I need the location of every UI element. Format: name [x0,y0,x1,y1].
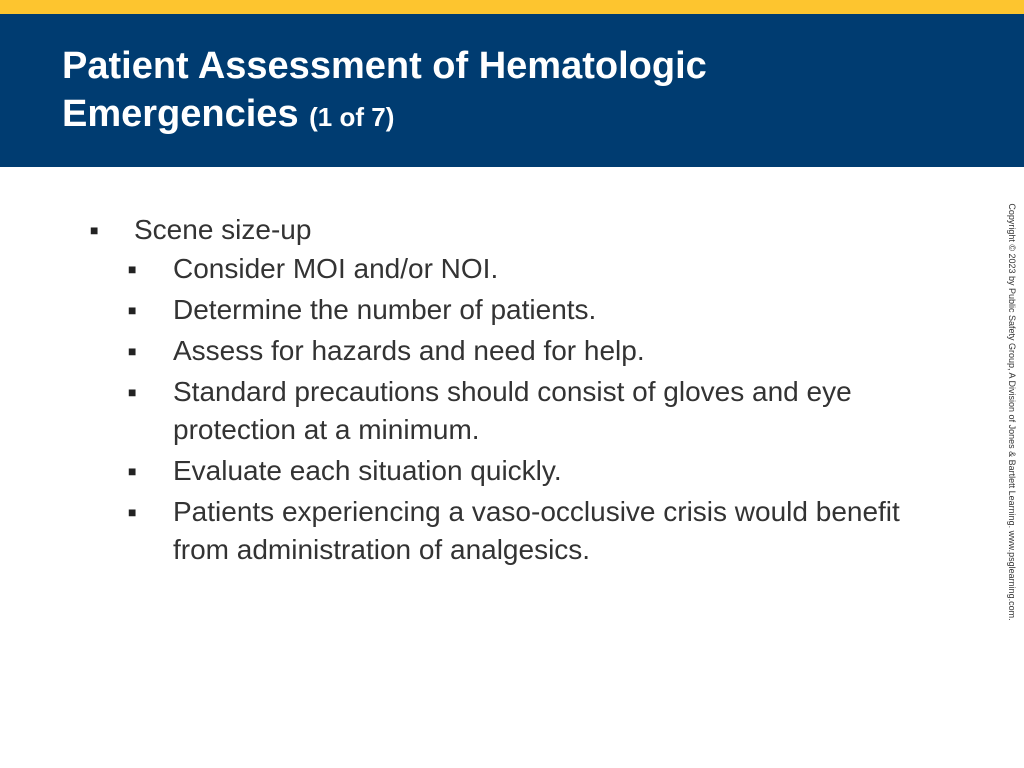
square-bullet-icon: ■ [128,261,137,277]
square-bullet-icon: ■ [128,463,137,479]
sub-bullet-text: Consider MOI and/or NOI. [173,253,499,284]
square-bullet-icon: ■ [90,222,99,238]
square-bullet-icon: ■ [128,343,137,359]
sub-bullet-item [0,332,960,370]
copyright-notice: Copyright © 2023 by Public Safety Group, A Division of Jones & Bartlett Learning. www.psglearning.com. [1007,203,1017,621]
square-bullet-icon: ■ [128,504,137,520]
sub-bullet-item [0,250,960,288]
sub-bullet-list [0,250,960,569]
sub-bullet-item [0,452,960,490]
sub-bullet-text: Standard precautions should consist of gloves and eye protection at a minimum. [173,376,852,445]
slide-title-main: Patient Assessment of Hematologic Emergencies [62,45,707,135]
sub-bullet-text: Evaluate each situation quickly. [173,455,562,486]
slide-content [0,210,960,572]
top-accent-stripe [0,0,1024,14]
sub-bullet-text: Patients experiencing a vaso-occlusive crisis would benefit from administration of analgesics. [173,496,900,565]
slide-title-counter: (1 of 7) [309,102,395,132]
bullet-text: Scene size-up [134,214,312,245]
bullet-item [0,210,960,250]
sub-bullet-item [0,373,960,449]
sub-bullet-item [0,493,960,569]
sub-bullet-text: Assess for hazards and need for help. [173,335,645,366]
slide-title [62,42,922,141]
square-bullet-icon: ■ [128,302,137,318]
sub-bullet-item [0,291,960,329]
square-bullet-icon: ■ [128,384,137,400]
sub-bullet-text: Determine the number of patients. [173,294,597,325]
